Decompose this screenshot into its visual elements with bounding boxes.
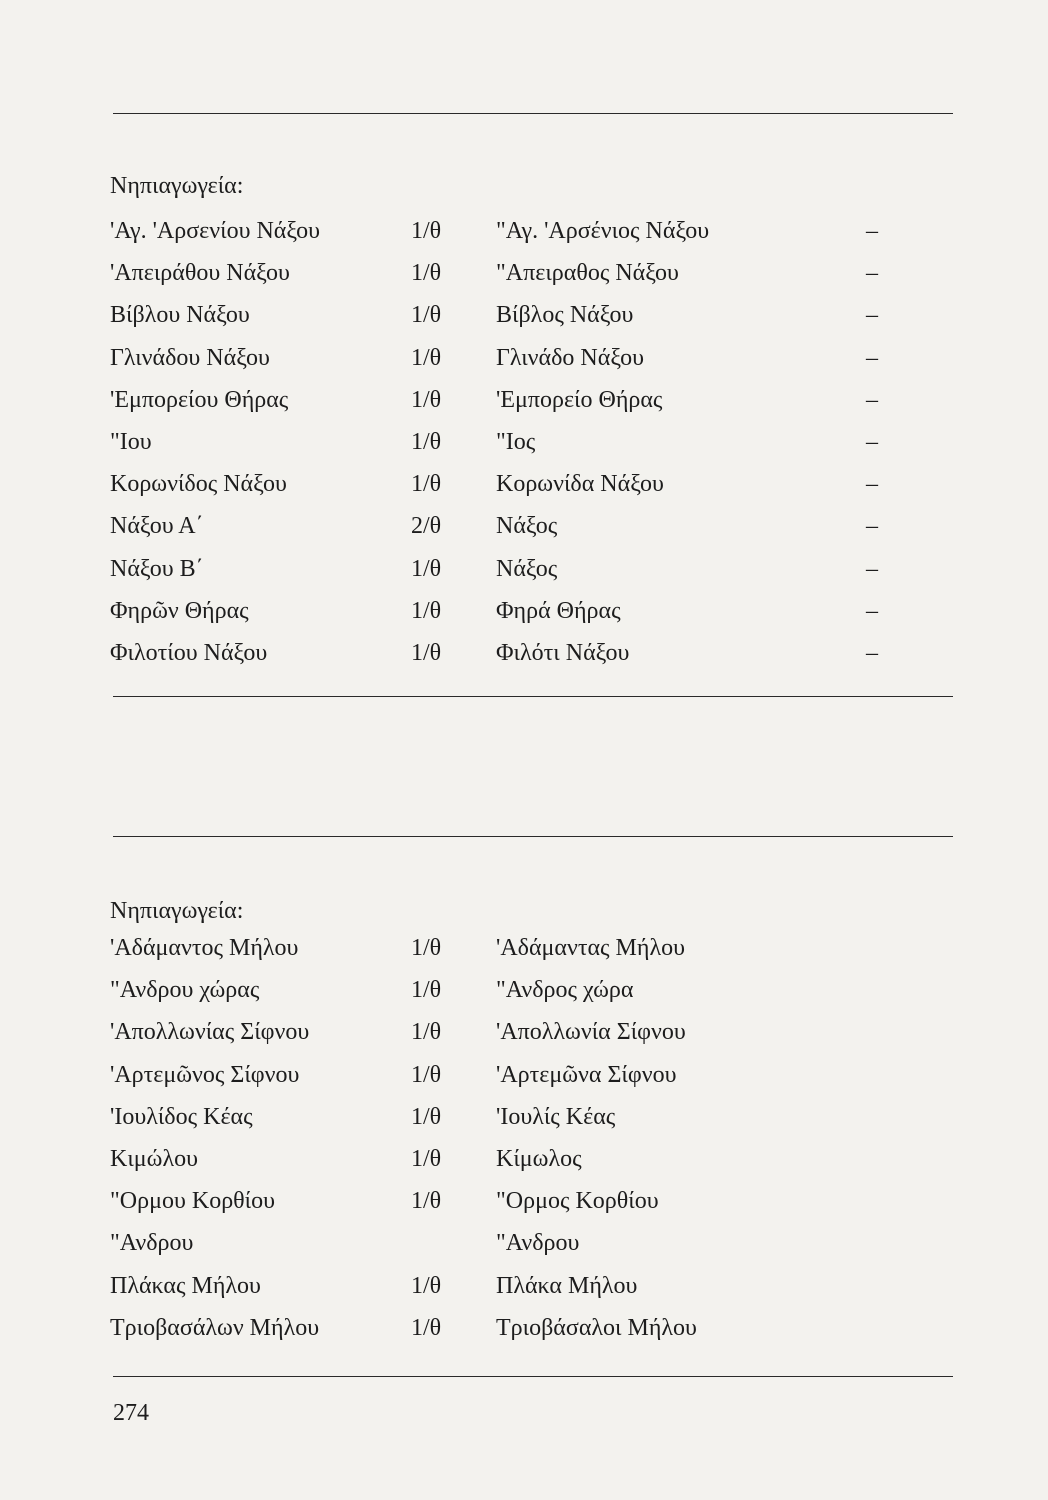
location-name: 'Εμπορείο Θήρας <box>496 386 663 413</box>
school-name: 'Απολλωνίας Σίφνου <box>110 1019 310 1046</box>
school-name: Νάξου Α΄ <box>110 513 204 540</box>
dash-mark: – <box>866 260 878 287</box>
location-name: "Απειραθος Νάξου <box>496 260 679 287</box>
location-name: Πλάκα Μήλου <box>496 1272 638 1299</box>
table-row <box>0 1315 1048 1355</box>
school-name: "Ορμου Κορθίου <box>110 1188 275 1215</box>
table-row <box>0 1146 1048 1186</box>
page-number: 274 <box>113 1400 149 1426</box>
table-row <box>0 1104 1048 1144</box>
table-row <box>0 1188 1048 1228</box>
school-name: 'Εμπορείου Θήρας <box>110 386 289 413</box>
class-count: 1/θ <box>411 555 442 582</box>
location-name: Κίμωλος <box>496 1146 582 1172</box>
class-count: 1/θ <box>411 1188 442 1215</box>
school-name: Τριοβασάλων Μήλου <box>110 1314 320 1341</box>
table-row <box>0 977 1048 1017</box>
school-name: Φηρῶν Θήρας <box>110 597 249 624</box>
class-count: 1/θ <box>411 1314 442 1341</box>
school-name: Πλάκας Μήλου <box>110 1272 261 1299</box>
table-row <box>0 1230 1048 1270</box>
school-name: Φιλοτίου Νάξου <box>110 640 268 666</box>
location-name: Φιλότι Νάξου <box>496 640 630 666</box>
table-row <box>0 1273 1048 1313</box>
school-name: 'Αδάμαντος Μήλου <box>110 935 299 961</box>
school-name: Γλινάδου Νάξου <box>110 344 270 371</box>
location-name: Νάξος <box>496 555 558 582</box>
table-row <box>0 218 1048 258</box>
dash-mark: – <box>866 597 878 624</box>
location-name: Βίβλος Νάξου <box>496 302 634 329</box>
school-name: "Ανδρου χώρας <box>110 977 260 1004</box>
school-name: Νάξου Β΄ <box>110 555 204 582</box>
location-name: 'Αρτεμῶνα Σίφνου <box>496 1061 677 1088</box>
top-rule <box>113 113 953 114</box>
class-count: 1/θ <box>411 386 442 413</box>
section-1-end-rule <box>113 696 953 697</box>
school-name: Βίβλου Νάξου <box>110 302 250 329</box>
table-row <box>0 556 1048 596</box>
class-count: 1/θ <box>411 260 442 287</box>
location-name: Γλινάδο Νάξου <box>496 344 645 371</box>
school-name: 'Ιουλίδος Κέας <box>110 1103 253 1130</box>
location-name: Φηρά Θήρας <box>496 597 621 624</box>
school-name: 'Αρτεμῶνος Σίφνου <box>110 1061 300 1088</box>
dash-mark: – <box>866 513 878 540</box>
location-name: Νάξος <box>496 513 558 540</box>
location-name: "Ανδρος χώρα <box>496 977 634 1004</box>
class-count: 1/θ <box>411 218 442 244</box>
dash-mark: – <box>866 344 878 371</box>
dash-mark: – <box>866 302 878 329</box>
class-count: 1/θ <box>411 1146 442 1172</box>
class-count: 1/θ <box>411 429 442 455</box>
class-count: 1/θ <box>411 1061 442 1088</box>
table-row <box>0 302 1048 342</box>
dash-mark: – <box>866 555 878 582</box>
table-row <box>0 345 1048 385</box>
table-row <box>0 1019 1048 1059</box>
location-name: 'Απολλωνία Σίφνου <box>496 1019 686 1046</box>
class-count: 1/θ <box>411 344 442 371</box>
section-heading: Νηπιαγωγεία: <box>110 898 244 924</box>
school-name: "Ιου <box>110 429 152 455</box>
class-count: 1/θ <box>411 640 442 666</box>
school-name: 'Απειράθου Νάξου <box>110 260 290 287</box>
location-name: "Αγ. 'Αρσένιος Νάξου <box>496 218 710 244</box>
class-count: 1/θ <box>411 597 442 624</box>
class-count: 1/θ <box>411 1272 442 1299</box>
location-name: "Ανδρου <box>496 1230 580 1257</box>
class-count: 1/θ <box>411 302 442 329</box>
dash-mark: – <box>866 471 878 498</box>
table-row <box>0 260 1048 300</box>
school-name: 'Αγ. 'Αρσενίου Νάξου <box>110 218 321 244</box>
class-count: 2/θ <box>411 513 442 540</box>
class-count: 1/θ <box>411 1103 442 1130</box>
location-name: 'Αδάμαντας Μήλου <box>496 935 685 961</box>
class-count: 1/θ <box>411 1019 442 1046</box>
dash-mark: – <box>866 429 878 455</box>
class-count: 1/θ <box>411 935 442 961</box>
dash-mark: – <box>866 218 878 244</box>
bottom-rule <box>113 1376 953 1377</box>
table-row <box>0 387 1048 427</box>
table-row <box>0 598 1048 638</box>
school-name: Κορωνίδος Νάξου <box>110 471 287 498</box>
location-name: "Ιος <box>496 429 536 455</box>
section-2-start-rule <box>113 836 953 837</box>
table-row <box>0 471 1048 511</box>
location-name: 'Ιουλίς Κέας <box>496 1103 616 1130</box>
table-row <box>0 1062 1048 1102</box>
table-row <box>0 429 1048 469</box>
table-row <box>0 513 1048 553</box>
table-row <box>0 935 1048 975</box>
location-name: "Ορμος Κορθίου <box>496 1188 659 1215</box>
class-count: 1/θ <box>411 977 442 1004</box>
table-row <box>0 640 1048 680</box>
location-name: Τριοβάσαλοι Μήλου <box>496 1314 697 1341</box>
school-name: Κιμώλου <box>110 1146 198 1172</box>
location-name: Κορωνίδα Νάξου <box>496 471 664 498</box>
dash-mark: – <box>866 640 878 666</box>
section-heading: Νηπιαγωγεία: <box>110 173 244 199</box>
school-name: "Ανδρου <box>110 1230 194 1257</box>
dash-mark: – <box>866 386 878 413</box>
class-count: 1/θ <box>411 471 442 498</box>
